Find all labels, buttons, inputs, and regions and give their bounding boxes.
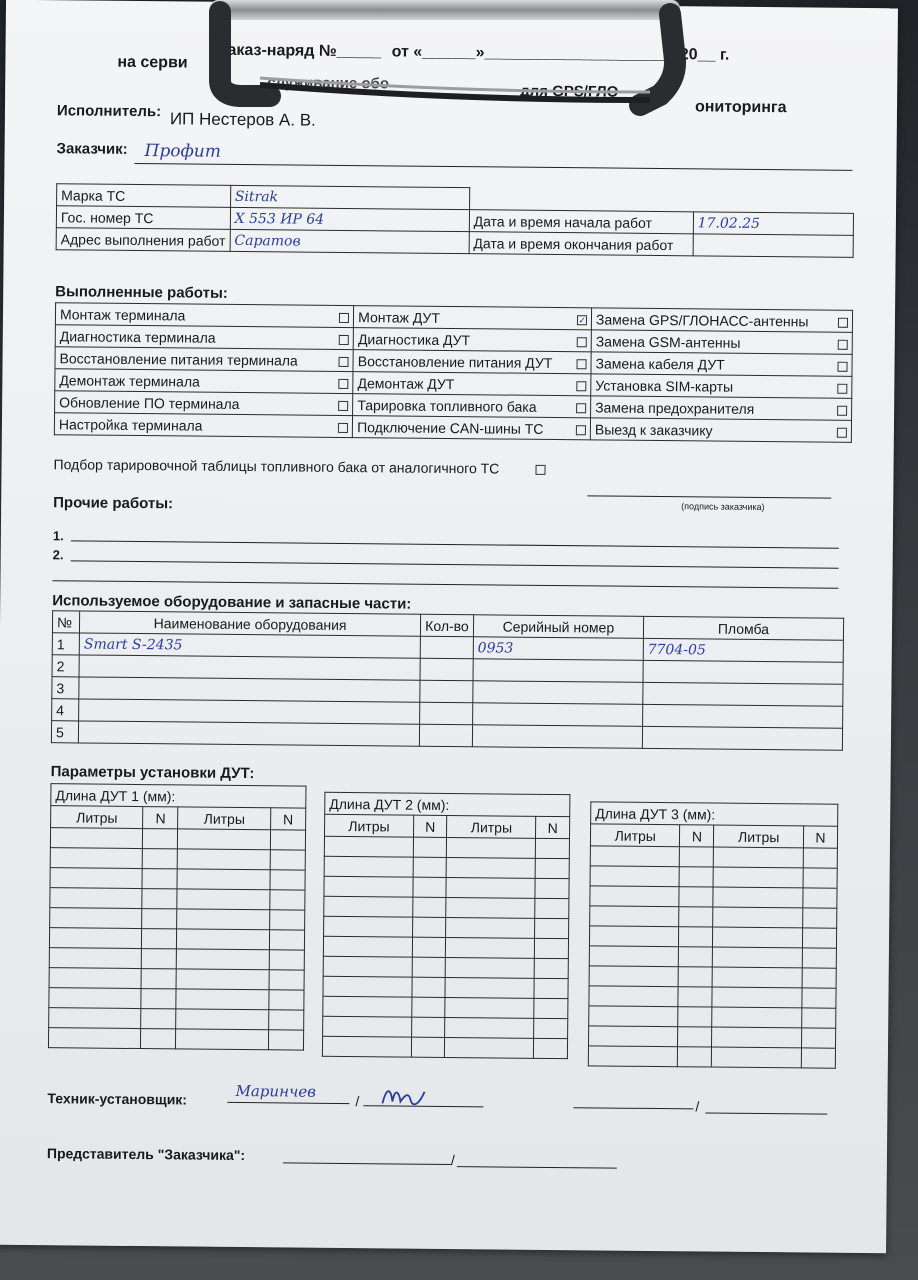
dut-cell[interactable] <box>446 917 535 938</box>
dut-cell[interactable] <box>803 908 837 928</box>
dut-cell[interactable] <box>176 1009 269 1030</box>
dut-cell[interactable] <box>678 1027 712 1047</box>
address-value: Саратов <box>230 229 469 253</box>
dut-heading: Параметры установки ДУТ: <box>50 763 255 783</box>
dut-cell[interactable] <box>324 916 413 937</box>
equipment-header: Кол-во <box>420 614 473 637</box>
dut-cell[interactable] <box>323 936 412 957</box>
dut-cell[interactable] <box>413 877 447 897</box>
equipment-header: Серийный номер <box>473 615 643 639</box>
dut-cell[interactable] <box>801 1048 835 1068</box>
equipment-cell-serial: 0953 <box>473 637 643 661</box>
dut-cell[interactable] <box>678 1047 712 1067</box>
equipment-cell-qty <box>420 636 473 659</box>
start-value: 17.02.25 <box>693 212 853 236</box>
equipment-cell-seal <box>642 726 842 750</box>
dut-cell[interactable] <box>590 906 680 927</box>
dut-cell[interactable] <box>323 1016 412 1037</box>
work-item: Подключение CAN-шины ТС <box>353 416 568 440</box>
dut-col-header: N <box>680 825 714 847</box>
dut-cell[interactable] <box>270 890 305 910</box>
work-checkbox[interactable] <box>577 337 587 347</box>
dut-cell[interactable] <box>446 877 535 898</box>
equipment-cell-qty <box>420 658 473 681</box>
dut-cell[interactable] <box>49 968 142 989</box>
work-item: Монтаж ДУТ <box>354 306 569 330</box>
work-item: Настройка терминала <box>54 413 330 438</box>
dut-cell[interactable] <box>803 888 837 908</box>
work-checkbox[interactable] <box>339 379 349 389</box>
work-checkbox[interactable] <box>838 340 848 350</box>
works-table <box>54 302 853 443</box>
dut-cell[interactable] <box>679 947 713 967</box>
work-item: Обновление ПО терминала <box>55 391 331 416</box>
work-checkbox[interactable] <box>837 384 847 394</box>
work-checkbox[interactable] <box>576 381 586 391</box>
dut-cell[interactable] <box>268 1010 303 1030</box>
dut-cell[interactable] <box>269 970 304 990</box>
work-item: Восстановление питания терминала <box>55 347 331 372</box>
work-item: Тарировка топливного бака <box>353 394 568 418</box>
dut-cell[interactable] <box>535 858 569 878</box>
dut-cell[interactable] <box>176 989 269 1010</box>
work-checkbox[interactable] <box>837 362 847 372</box>
executor-value: ИП Нестеров А. В. <box>169 109 316 130</box>
order-title: аказ-наряд №_____ от «______»_____________________ 20__ г. <box>227 41 730 64</box>
dut-cell[interactable] <box>50 908 143 929</box>
dut-cell[interactable] <box>269 990 304 1010</box>
dut-cell[interactable] <box>802 928 836 948</box>
equipment-cell-name <box>79 721 420 746</box>
dut-cell[interactable] <box>679 927 713 947</box>
dut-cell[interactable] <box>143 849 178 869</box>
work-item: Демонтаж ДУТ <box>353 372 568 396</box>
order-subtitle-left: на серви <box>117 53 188 72</box>
work-item: Замена GSM-антенны <box>591 330 829 354</box>
order-subtitle-right: ониторинга <box>694 98 787 117</box>
work-checkbox[interactable] <box>338 423 348 433</box>
dut-cell[interactable] <box>323 956 412 977</box>
dut-cell[interactable] <box>323 996 412 1017</box>
dut-cell[interactable] <box>49 1008 142 1029</box>
equipment-cell-qty <box>420 702 473 725</box>
dut-cell[interactable] <box>50 888 143 909</box>
dut-cell[interactable] <box>534 1018 568 1038</box>
dut-cell[interactable] <box>445 997 534 1018</box>
dut-cell[interactable] <box>712 1047 802 1068</box>
dut-cell[interactable] <box>269 950 304 970</box>
equipment-cell-n: 3 <box>52 677 79 699</box>
dut-cell[interactable] <box>589 986 679 1007</box>
dut-cell[interactable] <box>141 1009 176 1029</box>
dut-title: Длина ДУТ 1 (мм): <box>51 784 306 808</box>
start-label: Дата и время начала работ <box>469 210 693 234</box>
dut-cell[interactable] <box>534 998 568 1018</box>
equipment-cell-qty <box>420 680 473 703</box>
dut-cell[interactable] <box>270 850 305 870</box>
equipment-cell-seal: 7704-05 <box>643 638 843 662</box>
dut-cell[interactable] <box>324 896 413 917</box>
customer-label: Заказчик: <box>56 140 128 158</box>
dut-cell[interactable] <box>176 1029 269 1050</box>
equipment-heading: Используемое оборудование и запасные части: <box>52 592 412 613</box>
dut-col-header: Литры <box>714 825 804 848</box>
equipment-header: Пломба <box>643 616 843 640</box>
dut-cell[interactable] <box>447 837 536 858</box>
equipment-cell-n: 4 <box>52 699 79 721</box>
dut-cell[interactable] <box>142 889 177 909</box>
dut-cell[interactable] <box>413 837 447 857</box>
work-item: Монтаж терминала <box>55 303 331 328</box>
dut-cell[interactable] <box>324 836 413 857</box>
work-item: Диагностика ДУТ <box>353 328 568 352</box>
dut-cell[interactable] <box>678 987 712 1007</box>
dut-cell[interactable] <box>178 829 271 850</box>
work-item: Восстановление питания ДУТ <box>353 350 568 374</box>
customer-sign-line <box>587 495 831 498</box>
equipment-cell-n: 5 <box>51 721 78 743</box>
calibration-label: Подбор тарировочной таблицы топливного бака от аналогичного ТС <box>53 456 545 477</box>
customer-value: Профит <box>144 141 221 162</box>
dut-cell[interactable] <box>412 997 446 1017</box>
dut-col-header: N <box>270 808 305 830</box>
equipment-cell-name <box>79 677 420 702</box>
equipment-cell-n: 2 <box>52 655 79 677</box>
dut-cell[interactable] <box>534 978 568 998</box>
dut-cell[interactable] <box>678 1007 712 1027</box>
dut-cell[interactable] <box>412 937 446 957</box>
work-item: Установка SIM-карты <box>591 374 829 398</box>
dut-cell[interactable] <box>712 987 802 1008</box>
dut-col-header: N <box>803 826 837 848</box>
dut-cell[interactable] <box>534 1038 568 1058</box>
dut-cell[interactable] <box>534 958 568 978</box>
work-order-sheet: аказ-наряд №_____ от «______»_____________________ 20__ г. на серви служивание обо для GPS/ГЛО ониторинга Исполнитель: ИП Нестеров А. В. Заказчик: Профит Марка ТС Sitrak Гос. номер ТС Х 553 ИР 64 Дата и время начала работ 17.02.25 Адрес выполнения работ Саратов Дата и время окончания работ Выполненные работы: Монтаж терминала Монтаж ДУТ ✓ Замена GPS/ГЛОНАСС-антенны Диагностика терминала Диагностика ДУТ Замена GSM-антенны Восстановление питания терминала Восстановление питания ДУТ Замена кабеля ДУТ Демонтаж терминала Демонтаж ДУТ Установка SIM-карты Обновление ПО терминала Тарировка топливного бака Замена предохранителя Настройка терминала Подключение CAN-шины ТС Выезд к заказчику Подбор тарировочной таблицы топливного бака от аналогичного ТС (подпись заказчика) Прочие работы: 1. 2. Используемое оборудование и запасные части: № Наименование оборудования Кол-во Серийный номер Пломба 1 Smart S-2435 0953 7704-05 2 3 4 5 Параметры установки ДУТ: Длина ДУТ 1 (мм): Литры N Литры N Длина ДУТ 2 (мм): Литры N Литры N Длина ДУТ 3 (мм): Литры N Литры N Техник-установщик: Маринчев / / Представитель "Заказчика": / <box>0 0 898 1253</box>
brand-value: Sitrak <box>230 185 469 209</box>
end-value <box>693 234 853 258</box>
equipment-cell-seal <box>643 660 843 684</box>
dut-cell[interactable] <box>679 907 713 927</box>
end-label: Дата и время окончания работ <box>469 232 693 256</box>
dut-cell[interactable] <box>412 977 446 997</box>
equipment-header: Наименование оборудования <box>80 611 421 636</box>
dut-cell[interactable] <box>445 977 534 998</box>
work-checkbox[interactable] <box>339 313 349 323</box>
tech-label: Техник-установщик: <box>47 1090 188 1108</box>
dut-cell[interactable] <box>446 937 535 958</box>
dut-cell[interactable] <box>269 910 304 930</box>
dut-cell[interactable] <box>802 968 836 988</box>
dut-cell[interactable] <box>142 909 177 929</box>
dut-cell[interactable] <box>142 929 177 949</box>
dut-cell[interactable] <box>270 870 305 890</box>
dut-cell[interactable] <box>177 969 270 990</box>
dut-cell[interactable] <box>712 1007 802 1028</box>
dut-cell[interactable] <box>803 848 837 868</box>
dut-cell[interactable] <box>535 878 569 898</box>
dut-cell[interactable] <box>589 926 679 947</box>
dut-cell[interactable] <box>50 848 143 869</box>
work-checkbox[interactable] <box>339 357 349 367</box>
dut-cell[interactable] <box>588 1046 678 1067</box>
equipment-cell-name <box>79 699 420 724</box>
equipment-cell-name: Smart S-2435 <box>79 633 420 658</box>
dut-cell[interactable] <box>412 957 446 977</box>
equipment-cell-seal <box>642 704 842 728</box>
dut-cell[interactable] <box>141 989 176 1009</box>
dut-cell[interactable] <box>50 828 143 849</box>
dut-col-header: N <box>143 807 178 829</box>
dut-cell[interactable] <box>679 887 713 907</box>
dut-cell[interactable] <box>177 909 270 930</box>
dut-cell[interactable] <box>713 887 803 908</box>
work-checkbox[interactable] <box>838 318 848 328</box>
dut-cell[interactable] <box>801 1028 835 1048</box>
dut-table-3 <box>588 801 839 1068</box>
dut-cell[interactable] <box>713 947 803 968</box>
work-checkbox[interactable]: ✓ <box>578 315 587 326</box>
dut-cell[interactable] <box>446 897 535 918</box>
dut-cell[interactable] <box>714 847 804 868</box>
equipment-cell-n: 1 <box>52 633 79 655</box>
dut-cell[interactable] <box>712 1027 802 1048</box>
dut-cell[interactable] <box>268 1030 303 1050</box>
dut-col-header: Литры <box>590 824 680 847</box>
dut-cell[interactable] <box>324 876 413 897</box>
dut-cell[interactable] <box>143 829 178 849</box>
dut-cell[interactable] <box>142 949 177 969</box>
dut-cell[interactable] <box>177 949 270 970</box>
dut-cell[interactable] <box>590 866 680 887</box>
equipment-cell-serial <box>473 681 643 705</box>
dut-col-header: N <box>536 816 570 838</box>
dut-cell[interactable] <box>141 969 176 989</box>
work-checkbox[interactable] <box>837 428 847 438</box>
dut-cell[interactable] <box>680 867 714 887</box>
equipment-header: № <box>52 611 79 633</box>
dut-cell[interactable] <box>447 857 536 878</box>
dut-cell[interactable] <box>803 868 837 888</box>
equipment-cell-serial <box>472 725 642 749</box>
dut-cell[interactable] <box>322 1036 411 1057</box>
dut-cell[interactable] <box>590 846 680 867</box>
plate-label: Гос. номер ТС <box>56 206 230 230</box>
work-item: Диагностика терминала <box>55 325 331 350</box>
dut-cell[interactable] <box>142 869 177 889</box>
dut-cell[interactable] <box>178 849 271 870</box>
executor-label: Исполнитель: <box>56 102 162 121</box>
work-item: Замена GPS/ГЛОНАСС-антенны <box>591 308 829 332</box>
dut-col-header: N <box>413 815 447 837</box>
dut-cell[interactable] <box>412 917 446 937</box>
dut-cell[interactable] <box>679 967 713 987</box>
dut-cell[interactable] <box>713 967 803 988</box>
dut-cell[interactable] <box>589 1006 679 1027</box>
dut-cell[interactable] <box>445 1017 534 1038</box>
dut-cell[interactable] <box>713 907 803 928</box>
dut-cell[interactable] <box>177 889 270 910</box>
dut-cell[interactable] <box>536 838 570 858</box>
dut-cell[interactable] <box>590 886 680 907</box>
works-heading: Выполненные работы: <box>55 283 228 302</box>
equipment-cell-serial <box>472 703 642 727</box>
dut-cell[interactable] <box>177 929 270 950</box>
order-subtitle-gps: для GPS/ГЛО <box>520 82 619 101</box>
work-item: Демонтаж терминала <box>55 369 331 394</box>
other-heading: Прочие работы: <box>53 494 174 513</box>
dut-col-header: Литры <box>178 807 271 830</box>
dut-cell[interactable] <box>446 957 535 978</box>
dut-cell[interactable] <box>411 1037 445 1057</box>
equipment-cell-serial <box>473 659 643 683</box>
dut-cell[interactable] <box>49 928 142 949</box>
dut-cell[interactable] <box>411 1017 445 1037</box>
calibration-checkbox[interactable] <box>535 465 545 475</box>
rep-label: Представитель "Заказчика": <box>46 1145 246 1164</box>
work-checkbox[interactable] <box>338 401 348 411</box>
equipment-table <box>51 610 844 751</box>
dut-cell[interactable] <box>535 898 569 918</box>
work-checkbox[interactable] <box>576 359 586 369</box>
work-checkbox[interactable] <box>837 406 847 416</box>
work-item: Замена предохранителя <box>591 396 829 420</box>
work-checkbox[interactable] <box>576 425 586 435</box>
dut-cell[interactable] <box>589 966 679 987</box>
dut-cell[interactable] <box>802 1008 836 1028</box>
dut-cell[interactable] <box>49 948 142 969</box>
dut-cell[interactable] <box>49 988 142 1009</box>
dut-cell[interactable] <box>324 856 413 877</box>
dut-title: Длина ДУТ 3 (мм): <box>591 802 838 826</box>
dut-cell[interactable] <box>269 930 304 950</box>
customer-line <box>134 163 852 171</box>
dut-cell[interactable] <box>445 1037 534 1058</box>
plate-value: Х 553 ИР 64 <box>230 207 469 231</box>
other-item-1: 1. <box>52 528 64 544</box>
dut-cell[interactable] <box>535 918 569 938</box>
dut-cell[interactable] <box>589 946 679 967</box>
brand-label: Марка ТС <box>57 184 231 208</box>
work-item: Выезд к заказчику <box>590 418 828 442</box>
dut-table-1 <box>48 783 307 1050</box>
dut-col-header: Литры <box>51 806 144 829</box>
dut-col-header: Литры <box>325 814 414 837</box>
dut-cell[interactable] <box>714 867 804 888</box>
address-label: Адрес выполнения работ <box>56 228 230 252</box>
dut-cell[interactable] <box>141 1029 176 1049</box>
tech-signature <box>380 1081 430 1111</box>
vehicle-table <box>56 183 855 258</box>
dut-cell[interactable] <box>50 868 143 889</box>
dut-cell[interactable] <box>412 897 446 917</box>
dut-cell[interactable] <box>802 948 836 968</box>
dut-cell[interactable] <box>177 869 270 890</box>
dut-cell[interactable] <box>535 938 569 958</box>
equipment-cell-seal <box>643 682 843 706</box>
dut-cell[interactable] <box>713 927 803 948</box>
dut-col-header: Литры <box>447 815 536 838</box>
work-item: Замена кабеля ДУТ <box>591 352 829 376</box>
dut-cell[interactable] <box>413 857 447 877</box>
dut-title: Длина ДУТ 2 (мм): <box>325 792 570 816</box>
sign-hint: (подпись заказчика) <box>681 501 765 513</box>
other-item-2: 2. <box>52 547 64 563</box>
order-subtitle-mid: служивание обо <box>267 74 390 93</box>
dut-cell[interactable] <box>323 976 412 997</box>
dut-cell[interactable] <box>589 1026 679 1047</box>
dut-cell[interactable] <box>680 847 714 867</box>
equipment-cell-name <box>79 655 420 680</box>
dut-cell[interactable] <box>48 1028 141 1049</box>
dut-cell[interactable] <box>802 988 836 1008</box>
work-checkbox[interactable] <box>339 335 349 345</box>
dut-table-2 <box>322 792 571 1059</box>
equipment-cell-qty <box>419 724 472 747</box>
work-checkbox[interactable] <box>576 403 586 413</box>
dut-cell[interactable] <box>270 830 305 850</box>
tech-name: Маринчев <box>235 1081 317 1101</box>
